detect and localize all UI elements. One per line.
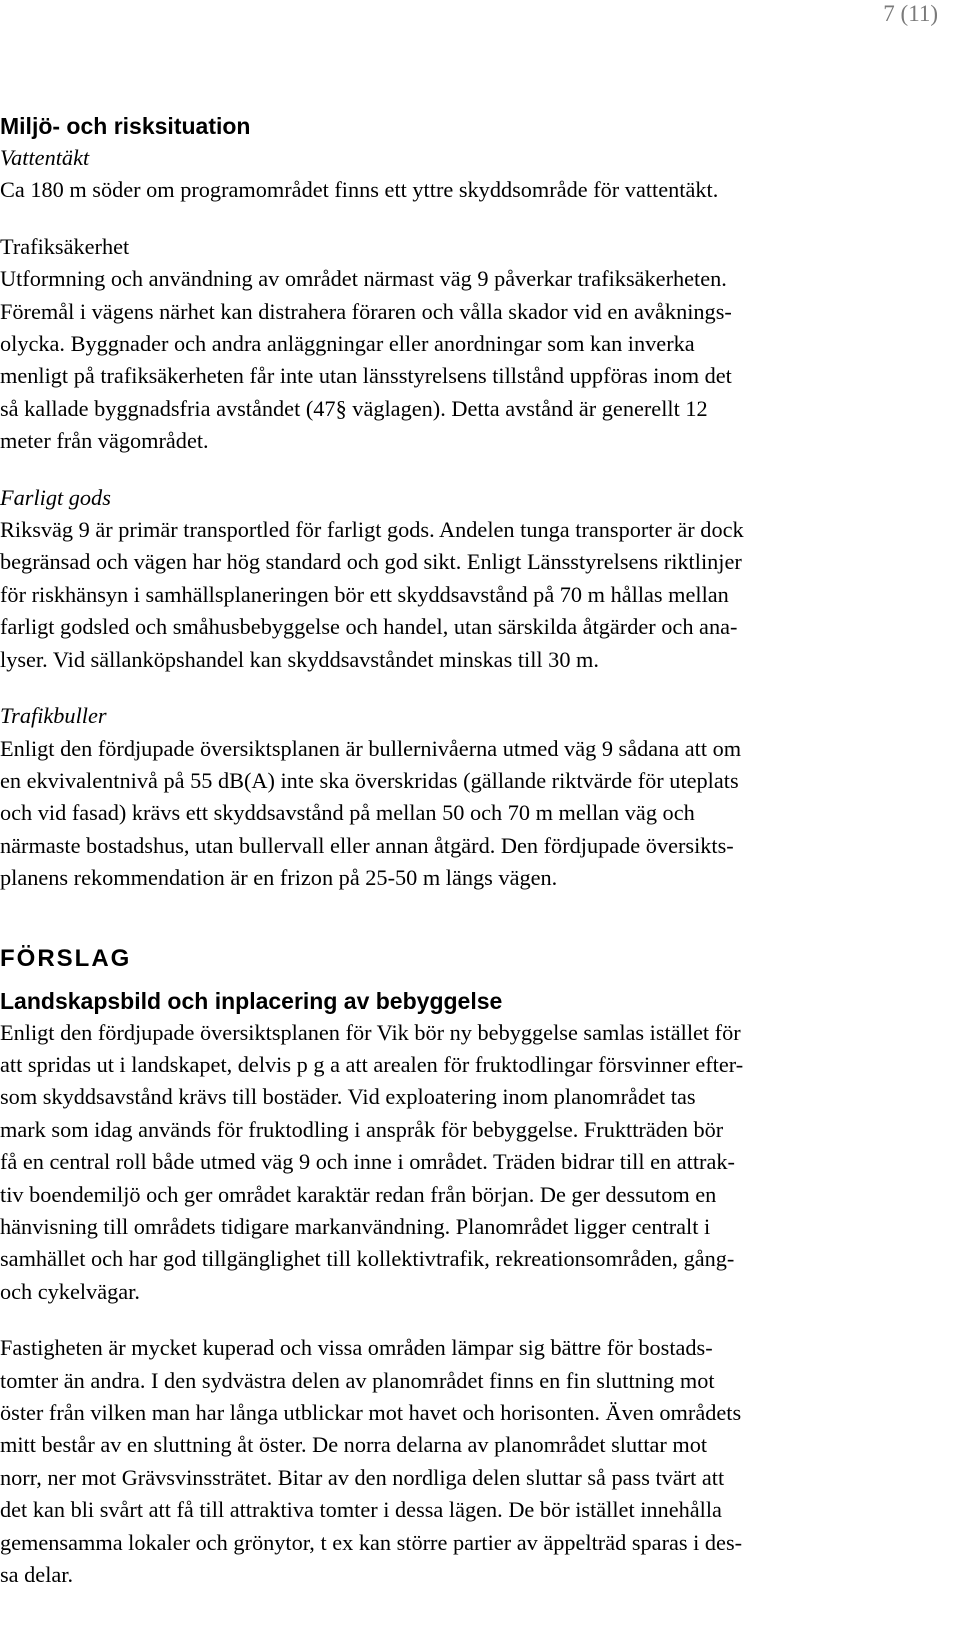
subheading-trafiksakerhet: Trafiksäkerhet (0, 233, 130, 259)
section-heading-miljo: Miljö- och risksituation (0, 113, 251, 139)
paragraph-farligt-gods: Riksväg 9 är primär transportled för farligt gods. Andelen tunga transporter är dock begränsad och vägen har hög standard och god sikt. Enligt Länsstyrelsens riktlinjer för riskhänsyn i samhällsplaneringen bör ett skyddsavstånd på 70 m hållas mellan farligt godsled och småhusbebyggelse och handel, utan särskilda åtgärder och ana- lyser. Vid sällanköpshandel kan skyddsavståndet minskas till 30 m. (0, 517, 744, 672)
paragraph-landskapsbild-1: Enligt den fördjupade översiktsplanen för Vik bör ny bebyggelse samlas istället för att spridas ut i landskapet, delvis p g a att arealen för fruktodlingar försvinner efter- som skyddsavstånd krävs till bostäder. Vid exploatering inom planområdet tas mark som idag används för fruktodling i anspråk för bebyggelse. Fruktträden bör få en central roll både utmed väg 9 och inne i området. Träden bidrar till en attrak- tiv boendemiljö och ger området karaktär redan från början. De ger dessutom en hänvisning till områdets tidigare markanvändning. Planområdet ligger centralt i samhället och har god tillgänglighet till kollektivtrafik, rekreationsområden, gång- och cykelvägar. (0, 1019, 744, 1304)
subheading-trafikbuller: Trafikbuller (0, 703, 107, 729)
subsection-heading-landskapsbild: Landskapsbild och inplacering av bebyggelse (0, 987, 503, 1014)
section-heading-forslag: FÖRSLAG (0, 944, 132, 972)
paragraph-vattentakt: Ca 180 m söder om programområdet finns ett yttre skyddsområde för vattentäkt. (0, 177, 719, 203)
document-body (0, 110, 950, 1591)
subheading-farligt-gods: Farligt gods (0, 484, 111, 510)
paragraph-trafikbuller: Enligt den fördjupade översiktsplanen är bullernivåerna utmed väg 9 sådana att om en ekvivalentnivå på 55 dB(A) inte ska överskridas (gällande riktvärde för uteplats och vid fasad) krävs ett skyddsavstånd på mellan 50 och 70 m mellan väg och närmaste bostadshus, utan bullervall eller annan åtgärd. Den fördjupade översikts- planens rekommendation är en frizon på 25-50 m längs vägen. (0, 735, 742, 891)
paragraph-landskapsbild-2: Fastigheten är mycket kuperad och vissa områden lämpar sig bättre för bostads- tomter än andra. I den sydvästra delen av planområdet finns en fin sluttning mot öster från vilken man har långa utblickar mot havet och horisonten. Även områdets mitt består av en sluttning åt öster. De norra delarna av planområdet sluttar mot norr, ner mot Grävsvinssträtet. Bitar av den nordliga delen sluttar så pass tvärt att det kan bli svårt att få till attraktiva tomter i dessa lägen. De bör istället innehålla gemensamma lokaler och grönytor, t ex kan större partier av äppelträd sparas i des- sa delar. (0, 1335, 743, 1588)
subheading-vattentakt: Vattentäkt (0, 145, 90, 170)
page-number: 7 (11) (883, 1, 938, 26)
paragraph-trafiksakerhet: Utformning och användning av området närmast väg 9 påverkar trafiksäkerheten. Föremål i vägens närhet kan distrahera föraren och vålla skador vid en avåknings- olycka. Byggnader och andra anläggningar eller anordningar som kan inverka menligt på trafiksäkerheten får inte utan länsstyrelsens tillstånd uppföras inom det så kallade byggnadsfria avståndet (47§ väglagen). Detta avstånd är generellt 12 meter från vägområdet. (0, 266, 732, 454)
